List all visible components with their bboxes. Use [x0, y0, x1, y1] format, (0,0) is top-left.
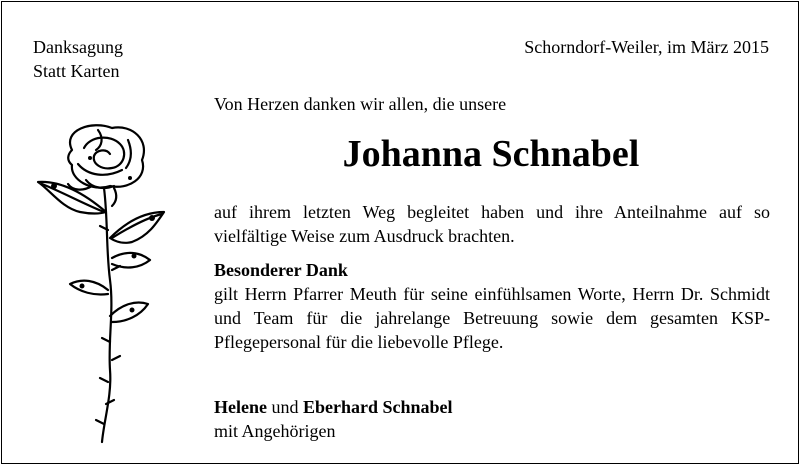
signature — [214, 395, 453, 443]
signature-name-1: Helene — [214, 397, 267, 417]
signature-name-2: Eberhard Schnabel — [302, 397, 453, 417]
special-thanks-text: gilt Herrn Pfarrer Meuth für seine einfühlsamen Worte, Herrn Dr. Schmidt und Team für die jahrelange Betreuung sowie dem gesamten KSP-Pflegepersonal für die liebevolle Pflege. — [214, 284, 770, 352]
thanks-paragraph: auf ihrem letzten Weg begleitet haben und ihre Anteilnahme auf so vielfältige Weise zum Ausdruck brachten. — [214, 202, 770, 246]
header-title: Danksagung — [33, 37, 123, 57]
header-left — [33, 35, 123, 83]
signature-relatives: mit Angehörigen — [214, 421, 336, 441]
special-thanks-heading: Besonderer Dank — [214, 260, 348, 280]
header-subtitle: Statt Karten — [33, 61, 120, 81]
signature-names — [214, 395, 453, 419]
rose-icon — [32, 120, 172, 445]
place-date: Schorndorf-Weiler, im März 2015 — [524, 37, 769, 57]
deceased-name: Johanna Schnabel — [342, 133, 640, 175]
signature-conjunction: und — [271, 397, 299, 417]
intro-line: Von Herzen danken wir allen, die unsere — [214, 94, 507, 114]
obituary-card — [1, 1, 799, 464]
